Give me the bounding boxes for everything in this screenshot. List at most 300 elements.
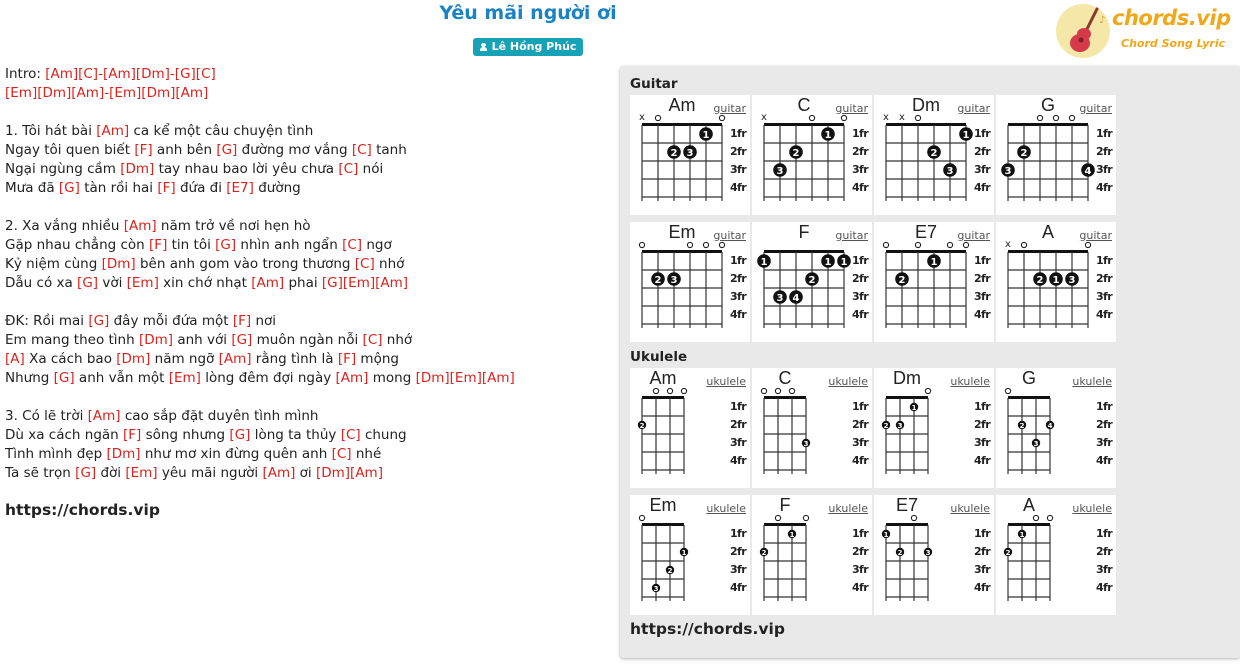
lyric-text: đứa đi <box>175 180 227 196</box>
lyric-gap <box>5 198 605 217</box>
lyric-line <box>5 274 605 293</box>
fret-number-label: 2fr <box>1096 272 1113 285</box>
lyric-text: Xa cách bao <box>24 351 117 367</box>
lyric-line <box>5 426 605 445</box>
nut <box>886 396 928 399</box>
fret-number-label: 3fr <box>974 163 991 176</box>
chord-name: A <box>1041 222 1054 242</box>
chord-label[interactable]: [Am] <box>87 408 121 424</box>
fret-number-label: 4fr <box>974 581 991 594</box>
fret-number-label: 3fr <box>730 436 747 449</box>
chord-label[interactable]: [G] <box>215 237 237 253</box>
site-logo[interactable] <box>1055 3 1235 59</box>
lyric-text: Kỷ niệm cùng <box>5 256 102 272</box>
instrument-link[interactable]: guitar <box>835 102 868 115</box>
chord-label[interactable]: [F] <box>157 180 176 196</box>
finger-number: 2 <box>1019 422 1025 430</box>
chord-label[interactable]: [F] <box>149 237 168 253</box>
chord-name: Em <box>668 222 696 242</box>
chord-diagrams-panel <box>620 66 1240 658</box>
nut <box>1008 523 1050 526</box>
instrument-link[interactable]: guitar <box>713 229 746 242</box>
lyric-gap <box>5 388 605 407</box>
lyric-text: 2. Xa vắng nhiều <box>5 218 124 234</box>
chord-label[interactable]: [G][Em][Am] <box>321 275 409 291</box>
chord-label[interactable]: [Em][Dm][Am]-[Em][Dm][Am] <box>5 85 209 101</box>
finger-number: 2 <box>1020 148 1028 159</box>
nut <box>764 123 844 126</box>
lyric-text: lòng ta thủy <box>250 427 341 443</box>
open-string-mark <box>655 115 660 120</box>
chord-label[interactable]: [Em] <box>168 370 201 386</box>
finger-number: 1 <box>930 257 938 268</box>
lyric-text: đời <box>96 465 126 481</box>
instrument-link[interactable]: ukulele <box>706 375 746 388</box>
instrument-link[interactable]: guitar <box>957 229 990 242</box>
lyric-text: anh bên <box>152 142 217 158</box>
open-string-mark <box>911 515 916 520</box>
chord-label[interactable]: [G] <box>88 313 110 329</box>
chord-name: A <box>1022 495 1035 515</box>
instrument-link[interactable]: ukulele <box>706 502 746 515</box>
fret-number-label: 4fr <box>974 181 991 194</box>
fret-number-label: 1fr <box>974 400 991 413</box>
ukulele-chord-card-c[interactable] <box>752 368 872 488</box>
lyric-line <box>5 160 605 179</box>
lyric-text: năm ngỡ <box>150 351 219 367</box>
ukulele-chord-card-am[interactable] <box>630 368 750 488</box>
fret-number-label: 1fr <box>1096 527 1113 540</box>
chord-label[interactable]: [C] <box>351 142 372 158</box>
lyric-line <box>5 255 605 274</box>
nut <box>764 250 844 253</box>
finger-number: 2 <box>1005 549 1011 557</box>
nut <box>764 396 806 399</box>
lyric-text: Dù xa cách ngăn <box>5 427 124 443</box>
finger-number: 1 <box>883 531 889 539</box>
finger-number: 3 <box>803 440 809 448</box>
fret-number-label: 2fr <box>852 145 869 158</box>
instrument-link[interactable]: guitar <box>713 102 746 115</box>
finger-number: 4 <box>792 293 800 304</box>
finger-number: 2 <box>670 148 678 159</box>
chord-label[interactable]: [G] <box>229 427 251 443</box>
chord-name: G <box>1040 95 1055 115</box>
lyric-line <box>5 331 605 350</box>
open-string-mark <box>1037 115 1042 120</box>
author-row <box>0 35 1056 56</box>
fret-number-label: 2fr <box>974 145 991 158</box>
ukulele-chord-card-em[interactable] <box>630 495 750 615</box>
chord-label[interactable]: [E7] <box>226 180 254 196</box>
lyric-text: mong <box>368 370 416 386</box>
lyric-text: vời <box>98 275 127 291</box>
finger-number: 1 <box>702 130 710 141</box>
chord-label[interactable]: [F] <box>134 142 153 158</box>
chord-label[interactable]: [Dm][Em][Am] <box>415 370 515 386</box>
lyric-line <box>5 445 605 464</box>
instrument-link[interactable]: ukulele <box>950 502 990 515</box>
fret-number-label: 4fr <box>730 454 747 467</box>
open-string-mark <box>1021 242 1026 247</box>
finger-number: 1 <box>824 257 832 268</box>
chord-label[interactable]: [C] <box>354 256 375 272</box>
muted-string-mark: x <box>883 112 889 123</box>
ukulele-chord-card-a[interactable] <box>996 495 1116 615</box>
finger-number: 2 <box>654 275 662 286</box>
lyric-line <box>5 369 605 388</box>
nut <box>642 123 722 126</box>
open-string-mark <box>1047 515 1052 520</box>
finger-number: 3 <box>946 166 954 177</box>
instrument-link[interactable]: ukulele <box>1072 375 1112 388</box>
lyric-text: lòng đêm đợi ngày <box>200 370 336 386</box>
fret-number-label: 4fr <box>852 581 869 594</box>
fret-number-label: 3fr <box>730 163 747 176</box>
lyric-line <box>5 141 605 160</box>
lyric-text: Em mang theo tình <box>5 332 139 348</box>
open-string-mark <box>963 242 968 247</box>
guitar-chord-card-c[interactable] <box>752 95 872 215</box>
site-url-text[interactable]: https://chords.vip <box>5 501 160 519</box>
chord-label[interactable]: [G] <box>75 465 97 481</box>
chord-name: G <box>1021 368 1036 388</box>
finger-number: 2 <box>898 275 906 286</box>
fret-number-label: 3fr <box>1096 436 1113 449</box>
ukulele-chord-card-g[interactable] <box>996 368 1116 488</box>
chord-label[interactable]: [Am] <box>96 123 130 139</box>
lyric-line <box>5 65 605 84</box>
fret-number-label: 1fr <box>730 400 747 413</box>
lyric-text: Nhưng <box>5 370 54 386</box>
instrument-link[interactable]: ukulele <box>1072 502 1112 515</box>
finger-number: 2 <box>639 422 645 430</box>
chord-label[interactable]: [Dm] <box>120 161 155 177</box>
open-string-mark <box>925 388 930 393</box>
finger-number: 1 <box>789 531 795 539</box>
chord-name: F <box>779 495 791 515</box>
chord-label[interactable]: [Dm] <box>106 446 141 462</box>
lyric-line <box>5 312 605 331</box>
lyric-text: nhớ <box>374 256 405 272</box>
chord-label[interactable]: [G] <box>58 180 80 196</box>
guitar-chord-card-dm[interactable] <box>874 95 994 215</box>
chord-name: C <box>797 95 811 115</box>
lyric-text: Mưa đã <box>5 180 59 196</box>
fret-number-label: 1fr <box>730 254 747 267</box>
finger-number: 3 <box>1068 275 1076 286</box>
finger-number: 3 <box>776 293 784 304</box>
chord-label[interactable]: [C] <box>342 237 363 253</box>
guitar-heading: Guitar <box>630 76 678 92</box>
finger-number: 2 <box>883 422 889 430</box>
chord-name: E7 <box>914 222 938 242</box>
open-string-mark <box>653 388 658 393</box>
fret-number-label: 1fr <box>1096 400 1113 413</box>
chord-label[interactable]: [C] <box>340 427 361 443</box>
finger-number: 4 <box>1047 422 1053 430</box>
fret-number-label: 3fr <box>852 436 869 449</box>
chord-label[interactable]: [F] <box>232 313 252 329</box>
fret-number-label: 1fr <box>974 527 991 540</box>
nut <box>642 250 722 253</box>
open-string-mark <box>667 388 672 393</box>
ukulele-chord-card-e7[interactable] <box>874 495 994 615</box>
lyric-text: bên anh gom vào trong thương <box>135 256 355 272</box>
lyric-text: tay nhau bao lời yêu chưa <box>154 161 339 177</box>
chord-name: Am <box>668 95 696 115</box>
finger-number: 4 <box>1084 166 1092 177</box>
open-string-mark <box>719 242 724 247</box>
open-string-mark <box>761 388 766 393</box>
chord-label[interactable]: [Am] <box>251 275 285 291</box>
chord-name: F <box>798 222 810 242</box>
finger-number: 3 <box>670 275 678 286</box>
fret-number-label: 2fr <box>852 545 869 558</box>
fret-number-label: 2fr <box>974 545 991 558</box>
lyric-text: tanh <box>371 142 407 158</box>
fret-number-label: 1fr <box>852 127 869 140</box>
guitar-chord-card-f[interactable] <box>752 222 872 342</box>
lyric-text: cao sắp đặt duyên tình mình <box>120 408 319 424</box>
chord-label[interactable]: [Dm][Am] <box>315 465 383 481</box>
guitar-chord-card-a[interactable] <box>996 222 1116 342</box>
lyric-text: chung <box>360 427 407 443</box>
lyric-text: phai <box>284 275 322 291</box>
fret-number-label: 2fr <box>1096 418 1113 431</box>
finger-number: 3 <box>1004 166 1012 177</box>
nut <box>886 123 966 126</box>
open-string-mark <box>1069 115 1074 120</box>
fret-number-label: 1fr <box>730 527 747 540</box>
lyric-line <box>5 122 605 141</box>
chord-label[interactable]: [Am] <box>123 218 157 234</box>
finger-number: 1 <box>911 404 917 412</box>
instrument-link[interactable]: ukulele <box>828 502 868 515</box>
open-string-mark <box>687 242 692 247</box>
chord-label[interactable]: [Am] <box>218 351 252 367</box>
fret-number-label: 4fr <box>730 308 747 321</box>
lyric-text: Ngại ngùng cầm <box>5 161 121 177</box>
site-url-footer[interactable]: https://chords.vip <box>630 620 785 638</box>
open-string-mark <box>703 242 708 247</box>
lyric-text: nhìn anh ngẩn <box>236 237 343 253</box>
instrument-link[interactable]: guitar <box>1079 229 1112 242</box>
fret-number-label: 2fr <box>730 145 747 158</box>
fret-number-label: 4fr <box>852 454 869 467</box>
fret-number-label: 3fr <box>1096 563 1113 576</box>
lyric-text: muôn ngàn nỗi <box>252 332 363 348</box>
open-string-mark <box>639 242 644 247</box>
lyric-text: 3. Có lẽ trời <box>5 408 88 424</box>
user-icon <box>480 43 487 51</box>
chord-label[interactable]: [G] <box>231 332 253 348</box>
guitar-chord-card-am[interactable] <box>630 95 750 215</box>
open-string-mark <box>719 115 724 120</box>
lyric-text: 1. Tôi hát bài <box>5 123 97 139</box>
open-string-mark <box>841 115 846 120</box>
lyric-line <box>5 179 605 198</box>
lyric-line <box>5 464 605 483</box>
lyric-text: ca kể một câu chuyện tình <box>129 123 314 139</box>
chord-label[interactable]: [G] <box>216 142 238 158</box>
lyric-line <box>5 407 605 426</box>
fret-number-label: 3fr <box>974 436 991 449</box>
lyric-text: nhớ <box>382 332 413 348</box>
chord-name: Em <box>649 495 677 515</box>
finger-number: 1 <box>840 257 848 268</box>
fret-number-label: 3fr <box>1096 163 1113 176</box>
lyric-text: mộng <box>356 351 399 367</box>
fret-number-label: 1fr <box>852 527 869 540</box>
open-string-mark <box>803 515 808 520</box>
lyric-line <box>5 217 605 236</box>
finger-number: 3 <box>776 166 784 177</box>
fret-number-label: 2fr <box>1096 145 1113 158</box>
lyric-line <box>5 236 605 255</box>
chord-label[interactable]: [Dm] <box>101 256 136 272</box>
chord-name: E7 <box>895 495 919 515</box>
lyric-text: nói <box>358 161 384 177</box>
nut <box>886 250 966 253</box>
fret-number-label: 2fr <box>1096 545 1113 558</box>
finger-number: 2 <box>1036 275 1044 286</box>
finger-number: 2 <box>808 275 816 286</box>
fret-number-label: 4fr <box>1096 308 1113 321</box>
chord-label[interactable]: [Am][C]-[Am][Dm]-[G][C] <box>45 66 216 82</box>
lyric-text: nơi <box>251 313 277 329</box>
chord-label[interactable]: [Em] <box>126 275 159 291</box>
finger-number: 1 <box>1019 531 1025 539</box>
guitar-chord-card-g[interactable] <box>996 95 1116 215</box>
nut <box>886 523 928 526</box>
finger-number: 1 <box>962 130 970 141</box>
chord-name: Am <box>649 368 677 388</box>
finger-number: 2 <box>897 549 903 557</box>
fret-number-label: 4fr <box>974 308 991 321</box>
lyric-text: ơi <box>295 465 316 481</box>
lyric-text: Dẫu có xa <box>5 275 78 291</box>
fret-number-label: 1fr <box>1096 254 1113 267</box>
logo-text: chords.vip <box>1112 6 1231 30</box>
fret-number-label: 2fr <box>852 418 869 431</box>
author-name: Lê Hồng Phúc <box>491 40 577 53</box>
chord-label[interactable]: [C] <box>338 161 359 177</box>
chord-label[interactable]: [F] <box>337 351 357 367</box>
nut <box>642 523 684 526</box>
open-string-mark <box>1005 388 1010 393</box>
fret-number-label: 2fr <box>974 272 991 285</box>
finger-number: 1 <box>681 549 687 557</box>
ukulele-chord-card-f[interactable] <box>752 495 872 615</box>
finger-number: 3 <box>653 585 659 593</box>
guitar-chord-card-em[interactable] <box>630 222 750 342</box>
chord-label[interactable]: [C] <box>362 332 383 348</box>
chord-label[interactable]: [G] <box>77 275 99 291</box>
chord-label[interactable]: [Am] <box>335 370 369 386</box>
fret-number-label: 3fr <box>730 563 747 576</box>
finger-number: 2 <box>930 148 938 159</box>
lyric-gap <box>5 103 605 122</box>
instrument-link[interactable]: guitar <box>957 102 990 115</box>
instrument-link[interactable]: ukulele <box>950 375 990 388</box>
finger-number: 3 <box>897 422 903 430</box>
ukulele-heading: Ukulele <box>630 349 688 365</box>
fret-number-label: 2fr <box>730 545 747 558</box>
author-badge[interactable] <box>473 38 584 56</box>
fret-number-label: 1fr <box>1096 127 1113 140</box>
song-title: Yêu mãi người ơi <box>439 2 617 24</box>
nut <box>1008 123 1088 126</box>
finger-number: 3 <box>1033 440 1039 448</box>
finger-number: 1 <box>1052 275 1060 286</box>
chord-name: C <box>778 368 792 388</box>
fret-number-label: 1fr <box>852 400 869 413</box>
fret-number-label: 2fr <box>974 418 991 431</box>
chord-label[interactable]: [C] <box>331 446 352 462</box>
chord-label[interactable]: [A] <box>5 351 25 367</box>
lyric-line <box>5 350 605 369</box>
ukulele-chord-card-dm[interactable] <box>874 368 994 488</box>
lyric-text: nhé <box>351 446 382 462</box>
fret-number-label: 1fr <box>974 127 991 140</box>
fret-number-label: 2fr <box>730 272 747 285</box>
fret-number-label: 4fr <box>852 308 869 321</box>
open-string-mark <box>809 115 814 120</box>
fret-number-label: 4fr <box>974 454 991 467</box>
logo-tagline: Chord Song Lyric <box>1121 37 1226 50</box>
muted-string-mark: x <box>1005 239 1011 250</box>
lyrics-block <box>5 65 605 483</box>
nut <box>764 523 806 526</box>
lyric-text: tin tôi <box>167 237 216 253</box>
chord-label[interactable]: [Am] <box>262 465 296 481</box>
fret-number-label: 4fr <box>730 581 747 594</box>
open-string-mark <box>1053 115 1058 120</box>
finger-number: 2 <box>761 549 767 557</box>
fret-number-label: 4fr <box>730 181 747 194</box>
lyric-text: năm trở về nơi hẹn hò <box>156 218 311 234</box>
fret-number-label: 4fr <box>852 181 869 194</box>
lyric-text: ĐK: Rồi mai <box>5 313 89 329</box>
chord-label[interactable]: [F] <box>123 427 142 443</box>
nut <box>1008 396 1050 399</box>
instrument-link[interactable]: guitar <box>1079 102 1112 115</box>
guitar-chord-card-e7[interactable] <box>874 222 994 342</box>
chord-label[interactable]: [Dm] <box>116 351 151 367</box>
open-string-mark <box>775 515 780 520</box>
lyric-text: tàn rồi hai <box>79 180 158 196</box>
fret-number-label: 3fr <box>852 163 869 176</box>
lyric-text: ngơ <box>362 237 392 253</box>
fret-number-label: 1fr <box>852 254 869 267</box>
finger-number: 1 <box>824 130 832 141</box>
chord-label[interactable]: [Em] <box>125 465 158 481</box>
open-string-mark <box>915 115 920 120</box>
muted-string-mark: x <box>761 112 767 123</box>
fret-number-label: 2fr <box>730 418 747 431</box>
instrument-link[interactable]: guitar <box>835 229 868 242</box>
finger-number: 3 <box>686 148 694 159</box>
chord-label[interactable]: [Dm] <box>138 332 174 348</box>
open-string-mark <box>1033 515 1038 520</box>
instrument-link[interactable]: ukulele <box>828 375 868 388</box>
finger-number: 3 <box>925 549 931 557</box>
fret-number-label: 3fr <box>1096 290 1113 303</box>
lyric-text: anh vẫn một <box>74 370 169 386</box>
lyric-text: rằng tình là <box>251 351 338 367</box>
chord-label[interactable]: [G] <box>53 370 75 386</box>
